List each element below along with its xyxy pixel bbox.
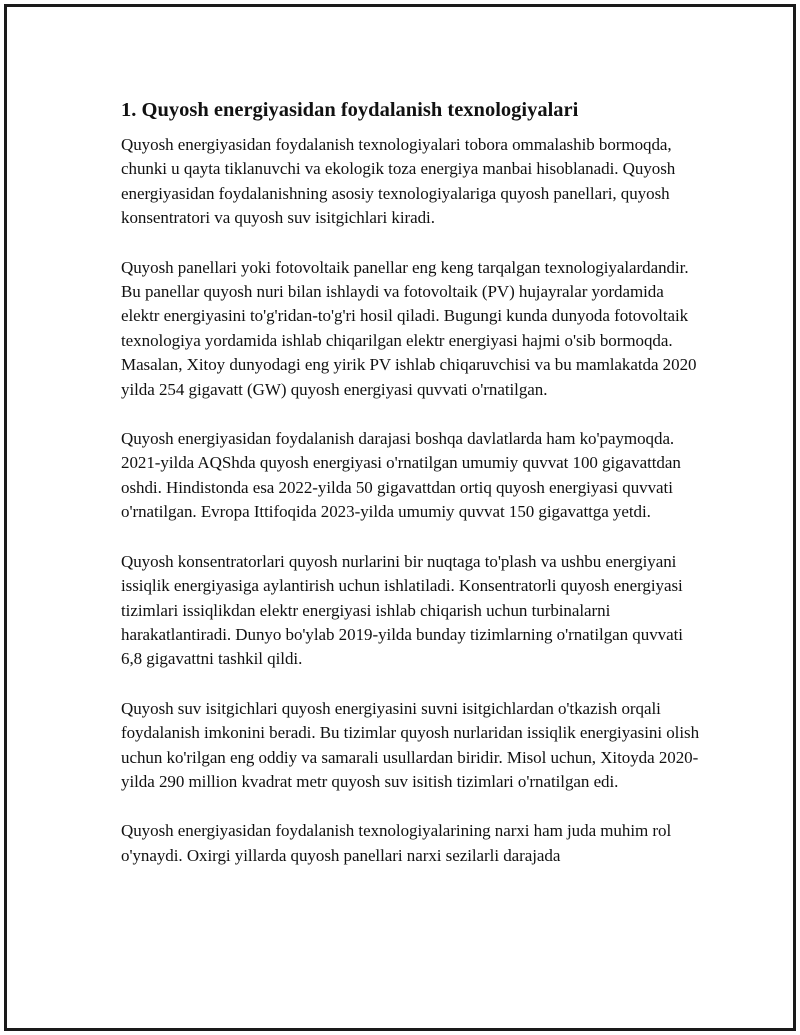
paragraph-solar-panels: Quyosh panellari yoki fotovoltaik panellar eng keng tarqalgan texnologiyalardandir. Bu panellar quyosh nuri bilan ishlaydi va fotovoltaik (PV) hujayralar yordamida elektr energiyasini to'g'ridan-to'g'ri hosil qiladi. Bugungi kunda dunyoda fotovoltaik texnologiya yordamida ishlab chiqarilgan elektr energiyasi hajmi o'sib bormoqda. Masalan, Xitoy dunyodagi eng yirik PV ishlab chiqaruvchisi va bu mamlakatda 2020 yilda 254 gigavatt (GW) quyosh energiyasi quvvati o'rnatilgan.	[121, 257, 697, 399]
page-frame	[4, 4, 796, 1031]
document-body	[121, 97, 701, 893]
paragraph-costs: Quyosh energiyasidan foydalanish texnologiyalarining narxi ham juda muhim rol o'ynaydi. Oxirgi yillarda quyosh panellari narxi sezilarli darajada	[121, 821, 672, 865]
paragraph-concentrators: Quyosh konsentratorlari quyosh nurlarini bir nuqtaga to'plash va ushbu energiyani issiqlik energiyasiga aylantirish uchun ishlatiladi. Konsentratorli quyosh energiyasi tizimlari issiqlikdan elektr energiyasi ishlab chiqarish uchun turbinalarni harakatlantiradi. Dunyo bo'ylab 2019-yilda bunday tizimlarning o'rnatilgan quvvati 6,8 gigavattni tashkil qildi.	[121, 551, 683, 669]
paragraph-intro: Quyosh energiyasidan foydalanish texnologiyalari tobora ommalashib bormoqda, chunki u qayta tiklanuvchi va ekologik toza energiya manbai hisoblanadi. Quyosh energiyasidan foydalanishning asosiy texnologiyalariga quyosh panellari, quyosh konsentratori va quyosh suv isitgichlari kiradi.	[121, 135, 676, 228]
section-heading: 1. Quyosh energiyasidan foydalanish texnologiyalari	[121, 99, 579, 121]
paragraph-water-heaters: Quyosh suv isitgichlari quyosh energiyasini suvni isitgichlardan o'tkazish orqali foydalanish imkonini beradi. Bu tizimlar quyosh nurlaridan issiqlik energiyasini olish uchun ko'rilgan eng oddiy va samarali usullardan biridir. Misol uchun, Xitoyda 2020-yilda 290 million kvadrat metr quyosh suv isitish tizimlari o'rnatilgan edi.	[121, 698, 700, 791]
paragraph-other-countries: Quyosh energiyasidan foydalanish darajasi boshqa davlatlarda ham ko'paymoqda. 2021-yilda AQShda quyosh energiyasi o'rnatilgan umumiy quvvat 100 gigavattdan oshdi. Hindistonda esa 2022-yilda 50 gigavattdan ortiq quyosh energiyasi quvvati o'rnatilgan. Evropa Ittifoqida 2023-yilda umumiy quvvat 150 gigavattga yetdi.	[121, 429, 681, 522]
